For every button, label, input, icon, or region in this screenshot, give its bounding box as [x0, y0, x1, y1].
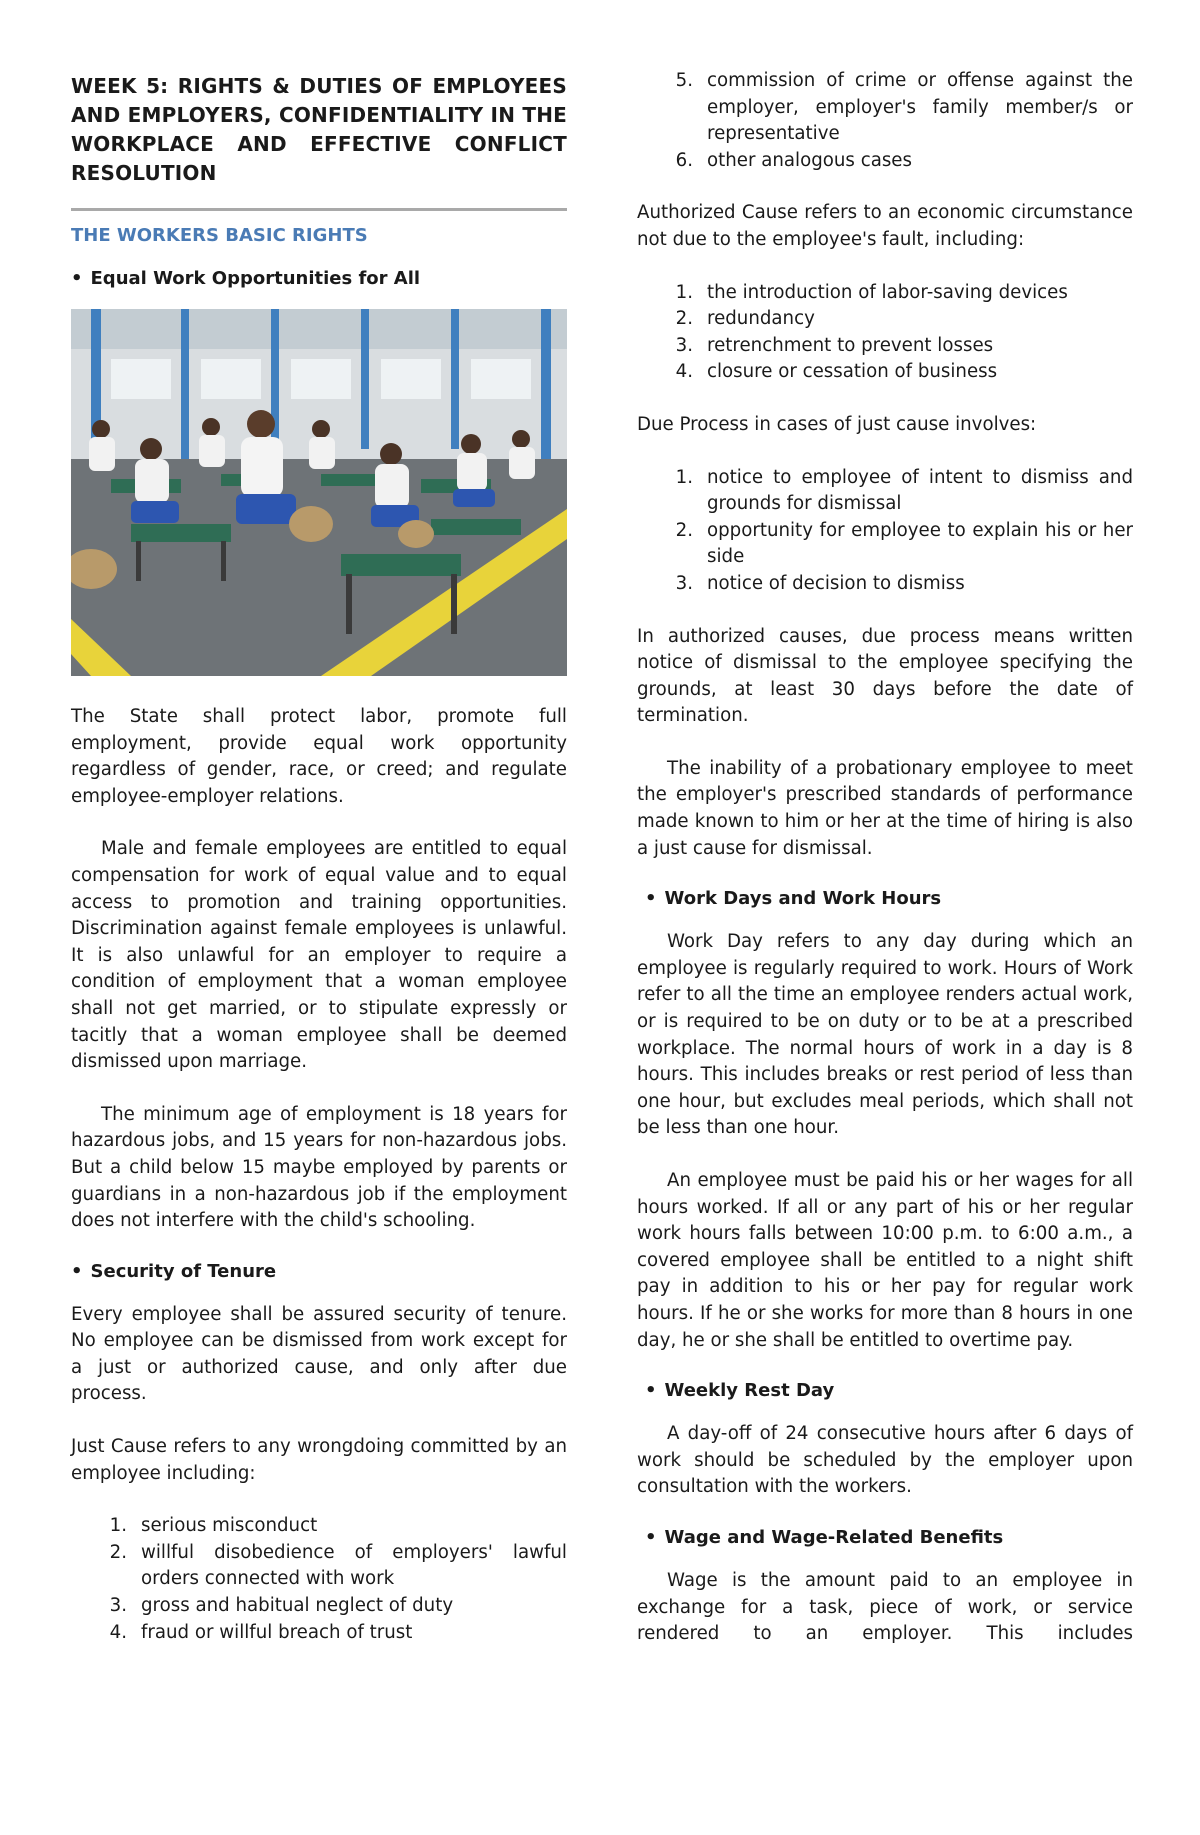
list-item: 3. retrenchment to prevent losses: [675, 334, 994, 356]
just-causes-list-continued: [637, 68, 1133, 174]
paragraph-minimum-age: The minimum age of employment is 18 years for hazardous jobs, and 15 years for non-hazardous jobs. But a child below 15 maybe employed by parents or guardians in a non-hazardous job if the employment does not interfere with the child's schooling.: [71, 1103, 567, 1232]
subheading-rest-day: [645, 1380, 1133, 1401]
subheading-label: Security of Tenure: [90, 1260, 277, 1282]
list-item: 1. notice to employee of intent to dismiss and grounds for dismissal: [675, 466, 1133, 515]
list-item: 2. opportunity for employee to explain his or her side: [675, 519, 1133, 568]
bullet-icon: •: [645, 1526, 657, 1548]
list-item: 6. other analogous cases: [675, 149, 912, 171]
subheading-equal-work: [71, 268, 567, 289]
bullet-icon: •: [645, 888, 657, 910]
left-column: [71, 72, 567, 1672]
list-item: 3. gross and habitual neglect of duty: [109, 1595, 454, 1617]
bullet-icon: •: [645, 1380, 657, 1402]
paragraph-work-day: Work Day refers to any day during which an employee is regularly required to work. Hours of Work refer to all the time an employee renders actual work, or is required to be on duty or to be at a prescribed workplace. The normal hours of work in a day is 8 hours. This includes breaks or rest period of less than one hour, but excludes meal periods, which shall not be less than one hour.: [637, 931, 1133, 1139]
title-divider: [71, 208, 567, 211]
just-causes-list: [71, 1513, 567, 1646]
paragraph-just-cause: Just Cause refers to any wrongdoing committed by an employee including:: [71, 1436, 567, 1484]
paragraph-wage: Wage is the amount paid to an employee in exchange for a task, piece of work, or service rendered to an employer. This includes: [637, 1569, 1133, 1645]
subheading-security-tenure: [71, 1261, 567, 1282]
list-item: 4. fraud or willful breach of trust: [109, 1621, 413, 1643]
list-item: 5. commission of crime or offense against the employer, employer's family member/s or representative: [675, 70, 1133, 145]
paragraph-tenure: Every employee shall be assured security of tenure. No employee can be dismissed from work except for a just or authorized cause, and only after due process.: [71, 1303, 567, 1405]
list-item: 1. the introduction of labor-saving devices: [675, 281, 1068, 303]
subheading-label: Wage and Wage-Related Benefits: [664, 1526, 1004, 1548]
page-title: WEEK 5: RIGHTS & DUTIES OF EMPLOYEES AND EMPLOYERS, CONFIDENTIALITY IN THE WORKPLACE AND EFFECTIVE CONFLICT RESOLUTION: [71, 74, 567, 185]
section-heading: THE WORKERS BASIC RIGHTS: [71, 225, 368, 246]
workshop-photo: [71, 309, 567, 676]
list-item: 4. closure or cessation of business: [675, 361, 998, 383]
paragraph-due-process: Due Process in cases of just cause involves:: [637, 413, 1037, 435]
subheading-label: Work Days and Work Hours: [664, 888, 942, 910]
right-column: [637, 72, 1133, 1674]
subheading-wage: [645, 1527, 1133, 1548]
subheading-work-days: [645, 888, 1133, 909]
paragraph-wages-hours: An employee must be paid his or her wages for all hours worked. If all or any part of his or her regular work hours falls between 10:00 p.m. to 6:00 a.m., a covered employee shall be entitled to a night shift pay in addition to his or her pay for regular work hours. If he or she works for more than 8 hours in one day, he or she shall be entitled to overtime pay.: [637, 1170, 1133, 1351]
bullet-icon: •: [71, 268, 83, 289]
list-item: 1. serious misconduct: [109, 1515, 318, 1537]
paragraph-state: The State shall protect labor, promote full employment, provide equal work opportunity regardless of gender, race, or creed; and regulate employee-employer relations.: [71, 706, 567, 807]
subheading-label: Weekly Rest Day: [664, 1380, 835, 1402]
paragraph-probationary: The inability of a probationary employee to meet the employer's prescribed standards of performance made known to him or her at the time of hiring is also a just cause for dismissal.: [637, 757, 1133, 859]
list-item: 2. willful disobedience of employers' lawful orders connected with work: [109, 1541, 567, 1590]
bullet-icon: •: [71, 1260, 83, 1282]
subheading-label: Equal Work Opportunities for All: [90, 268, 421, 289]
list-item: 2. redundancy: [675, 308, 815, 330]
list-item: 3. notice of decision to dismiss: [675, 572, 965, 594]
authorized-causes-list: [637, 280, 1133, 386]
due-process-list: [637, 465, 1133, 598]
paragraph-authorized-due-process: In authorized causes, due process means written notice of dismissal to the employee specifying the grounds, at least 30 days before the date of termination.: [637, 625, 1133, 727]
workshop-photo-illustration: [71, 309, 567, 676]
paragraph-authorized-cause: Authorized Cause refers to an economic circumstance not due to the employee's fault, including:: [637, 202, 1133, 250]
paragraph-male-female: Male and female employees are entitled to equal compensation for work of equal value and to equal access to promotion and training opportunities. Discrimination against female employees is unlawful. It is also unlawful for an employer to require a condition of employment that a woman employee shall not get married, or to stipulate expressly or tacitly that a woman employee shall be deemed dismissed upon marriage.: [71, 838, 567, 1073]
paragraph-rest-day: A day-off of 24 consecutive hours after 6 days of work should be scheduled by the employer upon consultation with the workers.: [637, 1423, 1133, 1498]
